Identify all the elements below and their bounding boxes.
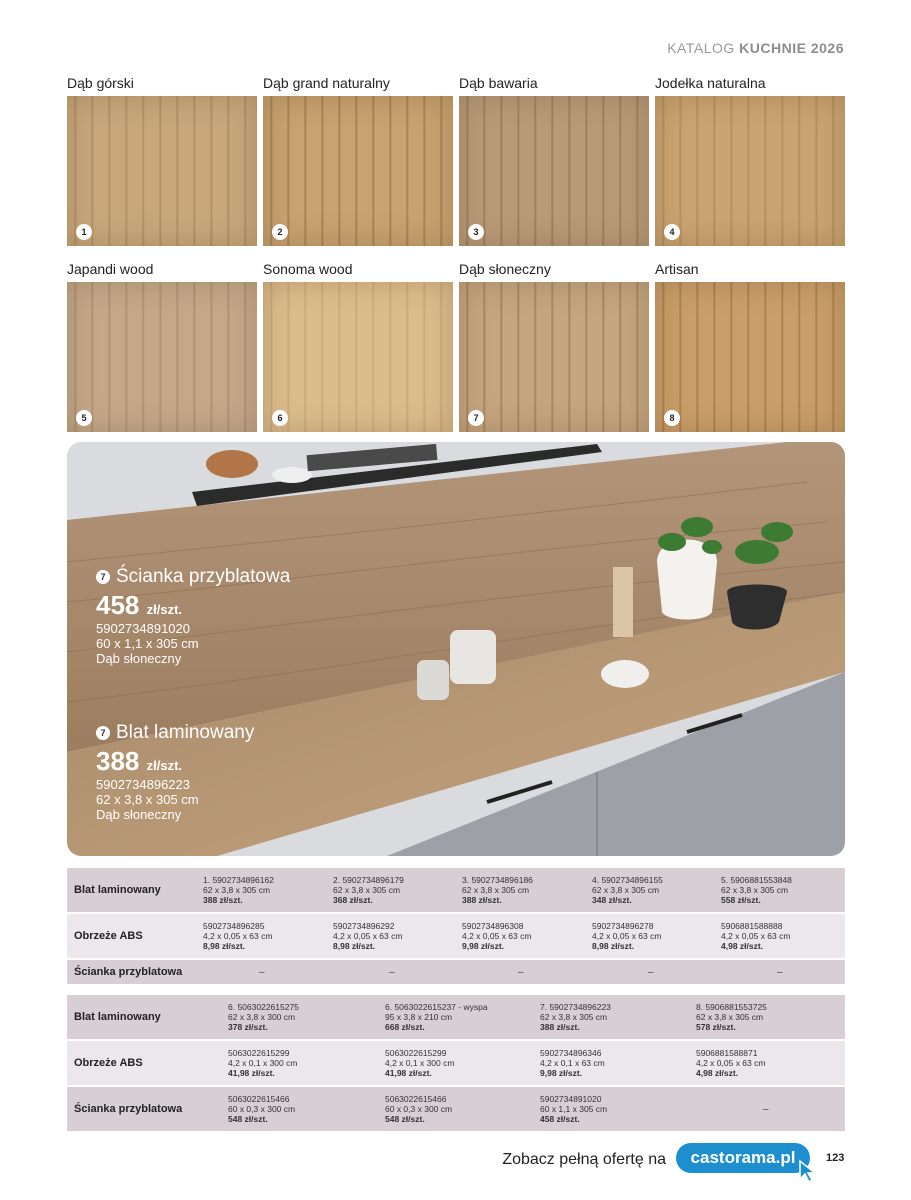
cell-ean: 2. 5902734896179: [333, 875, 404, 885]
swatch-item[interactable]: [67, 260, 257, 432]
kitchen-hero-image: [67, 442, 845, 856]
promo-size: 60 x 1,1 x 305 cm: [96, 636, 199, 651]
cell-price: 41,98 zł/szt.: [385, 1068, 432, 1078]
table-cell: [385, 1087, 452, 1131]
swatch-number: 2: [272, 224, 288, 240]
pepper-mill: [613, 567, 633, 637]
cell-size: 4,2 x 0,05 x 63 cm: [592, 931, 662, 941]
bowl-stack: [206, 450, 258, 478]
cell-ean: 5. 5906881553848: [721, 875, 792, 885]
cell-ean: 5902734896285: [203, 921, 265, 931]
table-cell: [333, 914, 402, 958]
catalog-title: KUCHNIE 2026: [739, 40, 844, 56]
cell-price: 388 zł/szt.: [203, 895, 243, 905]
swatch-number: 8: [664, 410, 680, 426]
swatch-name: Dąb słoneczny: [459, 261, 551, 277]
promo-countertop: [96, 722, 254, 822]
swatch-name: Dąb bawaria: [459, 75, 538, 91]
castorama-link-button[interactable]: castorama.pl: [676, 1143, 810, 1173]
swatch-number: 6: [272, 410, 288, 426]
cell-size: 62 x 3,8 x 305 cm: [333, 885, 401, 895]
table-cell: [228, 1041, 297, 1085]
promo-number: 7: [96, 570, 110, 584]
cell-size: 62 x 3,8 x 305 cm: [462, 885, 530, 895]
catalog-header: [667, 40, 844, 56]
cell-size: 62 x 3,8 x 305 cm: [721, 885, 789, 895]
cell-size: 4,2 x 0,1 x 300 cm: [228, 1058, 298, 1068]
empty-cell-dash: –: [259, 966, 265, 978]
swatch-name: Jodełka naturalna: [655, 75, 766, 91]
row-label: Blat laminowany: [74, 884, 161, 896]
swatch-name: Dąb górski: [67, 75, 134, 91]
swatch-image: [459, 96, 649, 246]
swatch-image: [263, 282, 453, 432]
swatch-number: 3: [468, 224, 484, 240]
cell-price: 9,98 zł/szt.: [540, 1068, 583, 1078]
empty-cell-dash: –: [648, 966, 654, 978]
promo-price-row: [96, 590, 290, 621]
promo-backsplash: [96, 566, 290, 666]
table-cell: [462, 868, 533, 912]
cell-size: 4,2 x 0,05 x 63 cm: [721, 931, 791, 941]
cell-price: 458 zł/szt.: [540, 1114, 580, 1124]
cell-ean: 5902734896308: [462, 921, 524, 931]
cell-price: 388 zł/szt.: [540, 1022, 580, 1032]
cell-ean: 5906881588888: [721, 921, 783, 931]
cell-price: 8,98 zł/szt.: [203, 941, 246, 951]
cell-size: 62 x 3,8 x 305 cm: [696, 1012, 764, 1022]
table-cell: [721, 868, 792, 912]
cell-price: 4,98 zł/szt.: [696, 1068, 739, 1078]
plant-pot-dark: [727, 585, 787, 630]
cell-price: 668 zł/szt.: [385, 1022, 425, 1032]
cell-price: 558 zł/szt.: [721, 895, 761, 905]
cell-size: 62 x 3,8 x 305 cm: [203, 885, 271, 895]
empty-cell-dash: –: [777, 966, 783, 978]
cell-ean: 4. 5902734896155: [592, 875, 663, 885]
cell-price: 578 zł/szt.: [696, 1022, 736, 1032]
cell-size: 4,2 x 0,1 x 63 cm: [540, 1058, 605, 1068]
cell-size: 60 x 0,3 x 300 cm: [228, 1104, 296, 1114]
cell-price: 548 zł/szt.: [228, 1114, 268, 1124]
table-cell: [721, 914, 790, 958]
cell-ean: 7. 5902734896223: [540, 1002, 611, 1012]
swatch-number: 5: [76, 410, 92, 426]
promo-size: 62 x 3,8 x 305 cm: [96, 792, 199, 807]
table-cell: [540, 1041, 605, 1085]
page-number: 123: [826, 1152, 845, 1164]
table-cell: [228, 1087, 295, 1131]
cell-ean: 8. 5906881553725: [696, 1002, 767, 1012]
swatch-item[interactable]: [67, 74, 257, 246]
cell-price: 378 zł/szt.: [228, 1022, 268, 1032]
cell-size: 4,2 x 0,05 x 63 cm: [462, 931, 532, 941]
promo-unit: zł/szt.: [146, 602, 183, 617]
empty-cell-dash: –: [518, 966, 524, 978]
promo-title: Blat laminowany: [116, 722, 255, 743]
cell-size: 4,2 x 0,05 x 63 cm: [696, 1058, 766, 1068]
small-bowl: [272, 467, 312, 483]
table-row: [67, 1087, 845, 1133]
cell-ean: 3. 5902734896186: [462, 875, 533, 885]
cell-ean: 5902734896278: [592, 921, 654, 931]
cell-ean: 5063022615466: [228, 1094, 290, 1104]
cell-ean: 6. 5063022615237 - wyspa: [385, 1002, 488, 1012]
jar-small: [417, 660, 449, 700]
cell-price: 4,98 zł/szt.: [721, 941, 764, 951]
promo-decor: Dąb słoneczny: [96, 651, 182, 666]
cell-size: 95 x 3,8 x 210 cm: [385, 1012, 453, 1022]
swatch-number: 1: [76, 224, 92, 240]
cell-size: 62 x 3,8 x 305 cm: [540, 1012, 608, 1022]
promo-ean: 5902734891020: [96, 621, 190, 636]
cell-ean: 5063022615299: [228, 1048, 290, 1058]
cell-price: 368 zł/szt.: [333, 895, 373, 905]
cell-size: 62 x 3,8 x 305 cm: [592, 885, 660, 895]
table-cell: [592, 914, 661, 958]
swatch-name: Japandi wood: [67, 261, 154, 277]
promo-title-row: [96, 722, 254, 744]
footer-cta-text: Zobacz pełną ofertę na: [502, 1151, 666, 1168]
empty-cell-dash: –: [389, 966, 395, 978]
swatch-number: 4: [664, 224, 680, 240]
swatch-image: [459, 282, 649, 432]
promo-number: 7: [96, 726, 110, 740]
cell-price: 548 zł/szt.: [385, 1114, 425, 1124]
cell-size: 4,2 x 0,05 x 63 cm: [203, 931, 273, 941]
mortar-bowl: [601, 660, 649, 688]
row-label: Obrzeże ABS: [74, 1057, 143, 1069]
cell-price: 8,98 zł/szt.: [333, 941, 376, 951]
table-row: [67, 1041, 845, 1087]
table-row: [67, 960, 845, 986]
cell-size: 60 x 0,3 x 300 cm: [385, 1104, 453, 1114]
cell-price: 41,98 zł/szt.: [228, 1068, 275, 1078]
cell-size: 60 x 1,1 x 305 cm: [540, 1104, 608, 1114]
cell-ean: 6. 5063022615275: [228, 1002, 299, 1012]
cell-price: 348 zł/szt.: [592, 895, 632, 905]
row-label: Obrzeże ABS: [74, 930, 143, 942]
swatch-name: Dąb grand naturalny: [263, 75, 390, 91]
swatch-number: 7: [468, 410, 484, 426]
cell-ean: 1. 5902734896162: [203, 875, 274, 885]
promo-price: 458: [96, 590, 140, 620]
table-cell: [385, 995, 488, 1039]
row-label: Ścianka przyblatowa: [74, 1103, 183, 1115]
swatch-name: Sonoma wood: [263, 261, 353, 277]
cell-ean: 5063022615299: [385, 1048, 447, 1058]
swatch-image: [263, 96, 453, 246]
row-label: Ścianka przyblatowa: [74, 966, 183, 978]
table-cell: [203, 914, 272, 958]
footer: [0, 1143, 911, 1183]
table-cell: [696, 1041, 765, 1085]
swatch-item[interactable]: [459, 74, 649, 246]
swatch-image: [67, 282, 257, 432]
cell-size: 62 x 3,8 x 300 cm: [228, 1012, 296, 1022]
swatch-item[interactable]: [263, 74, 453, 246]
product-table-2: [67, 995, 845, 1133]
cell-size: 4,2 x 0,05 x 63 cm: [333, 931, 403, 941]
catalog-label: KATALOG: [667, 40, 735, 56]
table-row: [67, 914, 845, 960]
table-row: [67, 868, 845, 914]
table-cell: [203, 868, 274, 912]
table-cell: [696, 995, 767, 1039]
cell-ean: 5902734891020: [540, 1094, 602, 1104]
cell-ean: 5902734896292: [333, 921, 395, 931]
promo-ean: 5902734896223: [96, 777, 190, 792]
promo-title-row: [96, 566, 290, 588]
swatch-name: Artisan: [655, 261, 699, 277]
table-cell: [592, 868, 663, 912]
cell-price: 8,98 zł/szt.: [592, 941, 635, 951]
swatch-image: [655, 96, 845, 246]
cell-size: 4,2 x 0,1 x 300 cm: [385, 1058, 455, 1068]
promo-unit: zł/szt.: [146, 758, 183, 773]
cursor-arrow-icon: [798, 1159, 820, 1183]
cell-ean: 5902734896346: [540, 1048, 602, 1058]
cell-price: 9,98 zł/szt.: [462, 941, 505, 951]
jar-large: [450, 630, 496, 684]
cell-ean: 5906881588871: [696, 1048, 758, 1058]
table-cell: [462, 914, 531, 958]
cell-price: 388 zł/szt.: [462, 895, 502, 905]
table-cell: [228, 995, 299, 1039]
table-row: [67, 995, 845, 1041]
swatch-item[interactable]: [263, 260, 453, 432]
promo-title: Ścianka przyblatowa: [116, 566, 291, 587]
cell-ean: 5063022615466: [385, 1094, 447, 1104]
table-cell: [540, 995, 611, 1039]
swatch-item[interactable]: [655, 74, 845, 246]
swatch-item[interactable]: [655, 260, 845, 432]
swatch-item[interactable]: [459, 260, 649, 432]
swatch-image: [655, 282, 845, 432]
promo-price: 388: [96, 746, 140, 776]
promo-price-row: [96, 746, 254, 777]
product-table-1: [67, 868, 845, 986]
table-cell: [385, 1041, 454, 1085]
promo-decor: Dąb słoneczny: [96, 807, 182, 822]
swatch-image: [67, 96, 257, 246]
table-cell: [540, 1087, 607, 1131]
row-label: Blat laminowany: [74, 1011, 161, 1023]
empty-cell-dash: –: [763, 1103, 769, 1115]
table-cell: [333, 868, 404, 912]
